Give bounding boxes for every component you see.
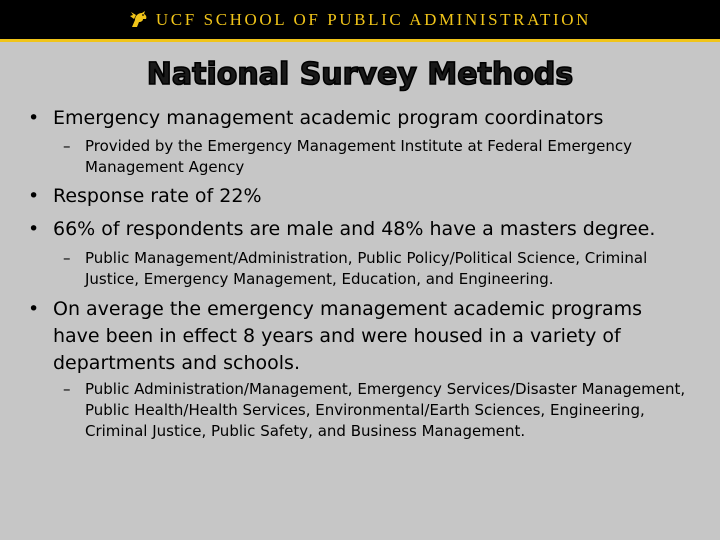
bullet-item-response-rate xyxy=(28,183,693,210)
bullet-item-respondents xyxy=(28,216,693,243)
sub-mark: – xyxy=(63,137,71,155)
slide-title: National Survey Methods xyxy=(146,57,574,92)
sub-mark: – xyxy=(63,249,71,267)
sub-mark: – xyxy=(63,380,71,398)
bullet-mark: • xyxy=(28,107,40,129)
sub-item-fields xyxy=(63,248,697,290)
sub-item-provided-by xyxy=(63,136,697,178)
bullet-text: Emergency management academic program coordinators xyxy=(53,107,604,129)
bullet-text: 66% of respondents are male and 48% have a masters degree. xyxy=(53,218,656,240)
bullet-item-coordinators xyxy=(28,105,693,132)
bullet-mark: • xyxy=(28,298,40,320)
sub-text: Public Management/Administration, Public Policy/Political Science, Criminal Justice, Emergency Management, Education, and Engineering. xyxy=(85,249,648,288)
bullet-text: Response rate of 22% xyxy=(53,185,262,207)
bullet-mark: • xyxy=(28,185,40,207)
sub-text: Public Administration/Management, Emergency Services/Disaster Management, Public Health/Health Services, Environmental/Earth Sciences, Engineering, Criminal Justice, Public Safety, and Business Management. xyxy=(85,380,686,440)
bullet-text: On average the emergency management academic programs have been in effect 8 years and were housed in a variety of departments and schools. xyxy=(53,298,643,374)
sub-text: Provided by the Emergency Management Institute at Federal Emergency Management Agency xyxy=(85,137,632,176)
bullet-mark: • xyxy=(28,218,40,240)
sub-item-departments xyxy=(63,379,697,442)
header-text: UCF SCHOOL OF PUBLIC ADMINISTRATION xyxy=(155,9,592,29)
bullet-item-program-duration xyxy=(28,296,693,377)
